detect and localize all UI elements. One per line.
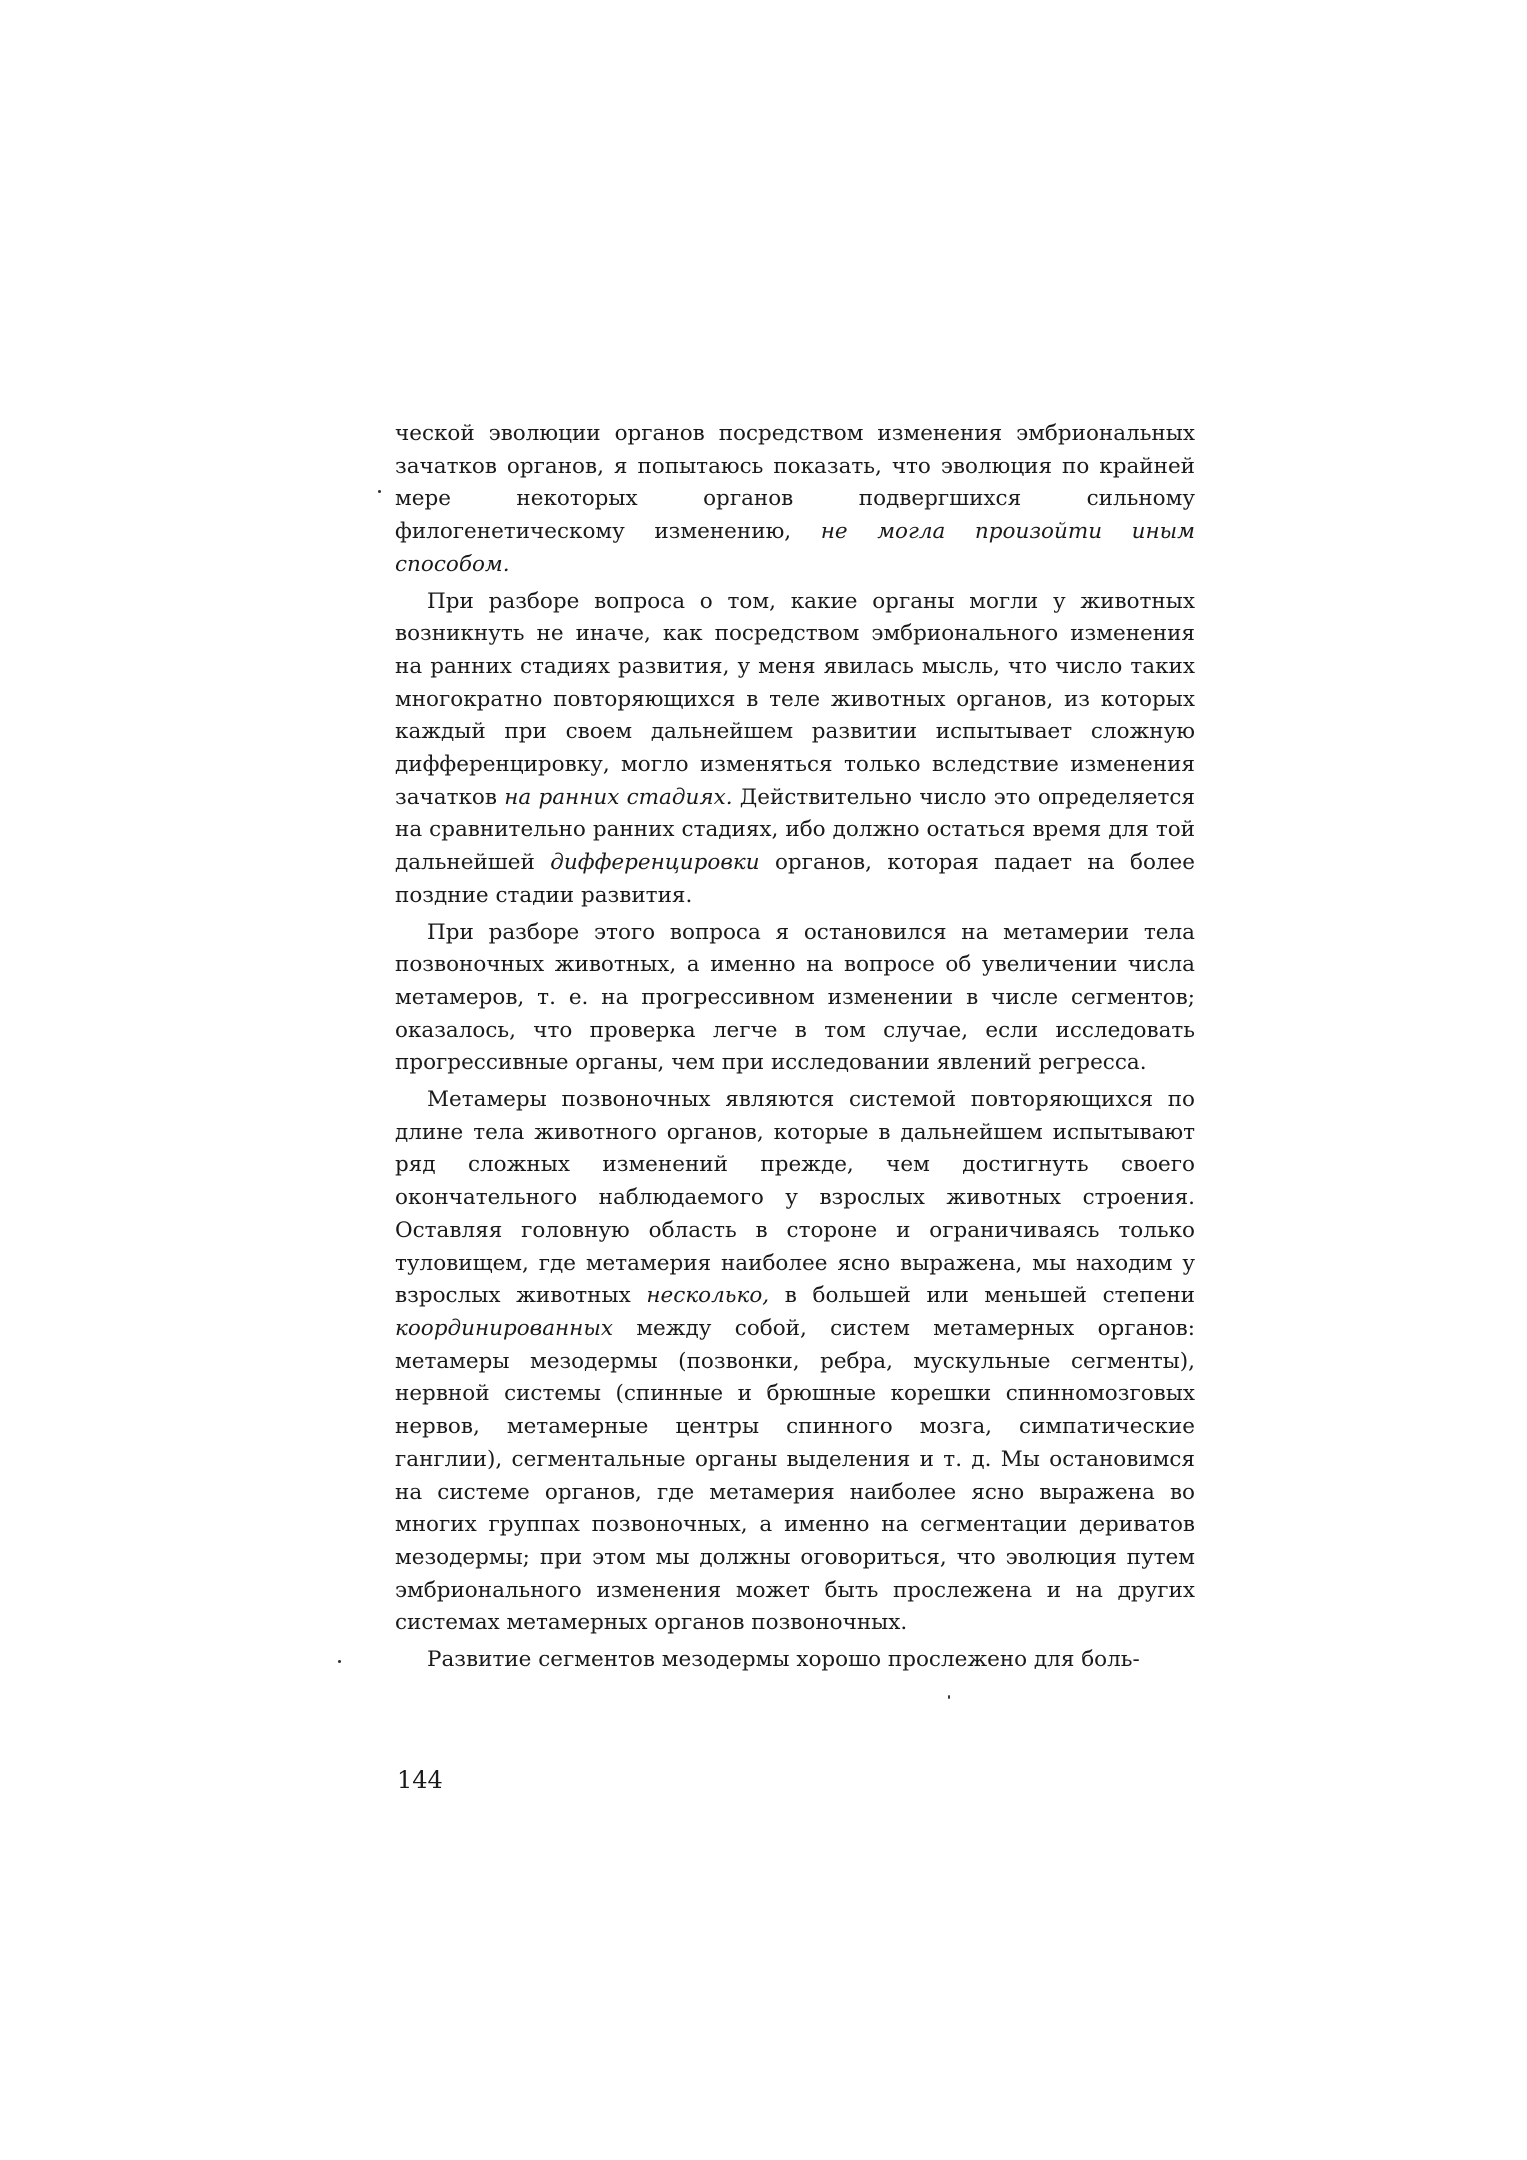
text-run: Действительно число это определяется на сравнительно ранних стадиях, ибо должно остаться время для той дальнейшей [395,784,1195,876]
margin-speck [378,490,381,493]
body-text [395,418,1195,1681]
paragraph-4 [395,1084,1195,1640]
italic-emphasis: на ранних стадиях. [504,784,733,810]
text-run: органов, которая падает на более поздние стадии развития. [395,850,1195,908]
paragraph-5: Развитие сегментов мезодермы хорошо прослежено для боль- [427,1647,1140,1673]
page-number: 144 [397,1766,443,1794]
italic-emphasis: координированных [395,1315,613,1341]
margin-speck [948,1695,950,1699]
paragraph-3: При разборе этого вопроса я остановился на метамерии тела позвоночных животных, а именно на вопросе об увеличении числа метамеров, т. е. на прогрессивном изменении в числе сегментов; оказалось, что проверка легче в том случае, если исследовать прогрессивные органы, чем при исследовании явлений регресса. [395,919,1195,1076]
text-run: в большей или меньшей степени [769,1283,1195,1309]
italic-emphasis: не могла произойти иным способом. [395,519,1196,577]
text-run: ческой эволюции органов посредством изменения эмбриональных зачатков органов, я попытаюсь показать, что эволюция по крайней мере некоторых органов подвергшихся сильному филогенетическому изменению, [395,421,1195,545]
text-run: между собой, систем метамерных органов: метамеры мезодермы (позвонки, ребра, мускульные сегменты), нервной системы (спинные и брюшные корешки спинномозговых нервов, метамерные центры спинного мозга, симпатические ганглии), сегментальные органы выделения и т. д. Мы остановимся на системе органов, где метамерия наиболее ясно выражена во многих группах позвоночных, а именно на сегментации дериватов мезодермы; при этом мы должны оговориться, что эволюция путем эмбрионального изменения может быть прослежена и на других системах метамерных органов позвоночных. [395,1315,1195,1636]
italic-emphasis: несколько, [646,1283,770,1309]
paragraph-2 [395,586,1195,913]
margin-speck [338,1660,341,1663]
paragraph-1 [395,418,1195,582]
italic-emphasis: дифференцировки [550,850,760,876]
text-run: Метамеры позвоночных являются системой повторяющихся по длине тела животного органов, которые в дальнейшем испытывают ряд сложных изменений прежде, чем достигнуть своего окончательного наблюдаемого у взрослых животных строения. Оставляя головную область в стороне и ограничиваясь только туловищем, где метамерия наиболее ясно выражена, мы находим у взрослых животных [395,1087,1195,1309]
text-run: При разборе вопроса о том, какие органы могли у животных возникнуть не иначе, как посредством эмбрионального изменения на ранних стадиях развития, у меня явилась мысль, что число таких многократно повторяющихся в теле животных органов, из которых каждый при своем дальнейшем развитии испытывает сложную дифференцировку, могло изменяться только вследствие изменения зачатков [395,588,1195,810]
